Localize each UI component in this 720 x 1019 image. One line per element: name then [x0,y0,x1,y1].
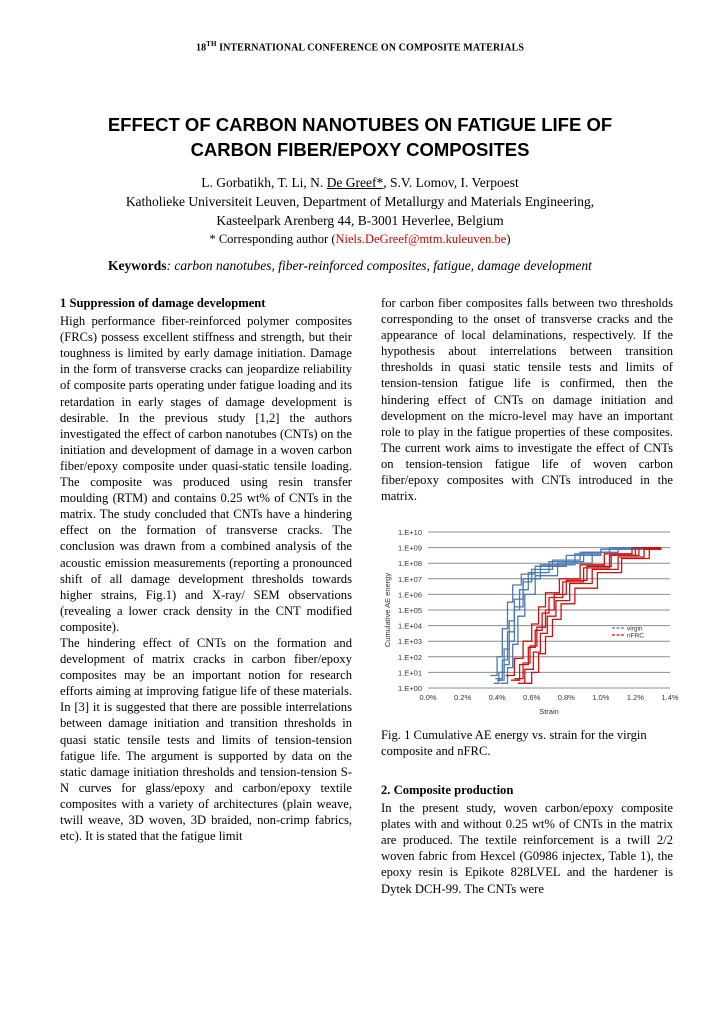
series-line-virgin [497,548,661,681]
title-line-2: CARBON FIBER/EPOXY COMPOSITES [190,139,530,160]
x-tick-label: 1.4% [661,693,679,702]
author-names: L. Gorbatikh, T. Li, N. De Greef*, S.V. Lomov, I. Verpoest [201,175,519,190]
x-tick-label: 0.8% [557,693,575,702]
author-email-link[interactable]: Niels.DeGreef@mtm.kuleuven.be [335,232,507,246]
legend-label-nFRC: nFRC [627,632,644,640]
y-tick-label: 1.E+04 [398,621,422,631]
x-tick-label: 0.2% [454,693,472,702]
affiliation-line-1: Katholieke Universiteit Leuven, Department of Metallurgy and Materials Engineering, [125,194,595,209]
x-tick-label: 1.0% [592,693,610,702]
section-1-heading: 1 Suppression of damage development [60,296,266,310]
author-block [40,173,680,249]
y-tick-label: 1.E+07 [398,574,422,584]
x-axis-label: Strain [539,707,559,716]
keywords [108,258,688,274]
y-tick-label: 1.E+08 [398,559,422,569]
section-1-paragraph-3: for carbon fiber composites falls between two thresholds corresponding to the onset of transverse cracks and the appearance of local delaminations, respectively. If the hypothesis about interrelations between transition thresholds in quasi static tensile tests and limits of tension-tension fatigue life is confirmed, then the hindering effect of CNTs on damage initiation and development on the micro-level may have an important role to play in the fatigue properties of these composites. The current work aims to investigate the effect of CNTs on tension-tension fatigue life of woven carbon fiber/epoxy composites with CNTs introduced in the matrix. [381,296,673,504]
section-1-paragraph-2: The hindering effect of CNTs on the formation and development of matrix cracks in carbon fiber/epoxy composites may be an important notion for research efforts aiming at improving fatigue life of these materials. In [3] it is suggested that there are possible interrelations between damage initiation and transition thresholds in quasi static tensile tests and limits of tension-tension fatigue life. The argument is supported by data on the static damage initiation thresholds and tension-tension S-N curves for glass/epoxy and carbon/epoxy textile composites with a variety of architectures (plain weave, twill weave, 3D woven, 3D braided, non-crimp fabrics, etc). It is stated that the fatigue limit [60,635,352,844]
y-tick-label: 1.E+09 [398,543,422,553]
legend-label-virgin: virgin [627,625,643,633]
ae-energy-chart [380,524,680,724]
keywords-label: Keywords [108,258,167,273]
x-tick-label: 0.6% [523,693,541,702]
x-tick-label: 0.4% [488,693,506,702]
y-tick-label: 1.E+06 [398,590,422,600]
section-2-heading: 2. Composite production [381,783,514,797]
keywords-text: : carbon nanotubes, fiber-reinforced composites, fatigue, damage development [166,258,592,273]
y-axis-label: Cumulative AE energy [383,572,392,648]
right-column-bottom [381,782,673,897]
y-tick-label: 1.E+10 [398,528,422,537]
corresponding-author: * Corresponding author (Niels.DeGreef@mtm.kuleuven.be) [209,232,511,246]
section-2-paragraph-1: In the present study, woven carbon/epoxy composite plates with and without 0.25 wt% of CNTs in the matrix are produced. The textile reinforcement is a twill 2/2 woven fabric from Hexcel (G0986 injectex, Table 1), the epoxy resin is Epikote 828LVEL and the hardener is Dytek DCH-99. The CNTs were [381,801,673,896]
y-tick-label: 1.E+05 [398,606,422,615]
y-tick-label: 1.E+01 [398,668,422,678]
left-column [60,295,352,844]
x-tick-label: 0.0% [419,693,437,702]
paper-title [60,112,660,162]
figure-1-caption: Fig. 1 Cumulative AE energy vs. strain for the virgin composite and nFRC. [381,728,647,758]
right-column-top [381,295,673,504]
y-tick-label: 1.E+03 [398,637,422,647]
x-tick-label: 1.2% [626,693,644,702]
section-1-paragraph-1: High performance fiber-reinforced polymer composites (FRCs) possess excellent stiffness and strength, but their toughness is limited by early damage initiation. Damage in the form of transverse cracks can jeopardize reliability of composite parts operating under fatigue loading and its retardation in early stages of damage development is desirable. In the previous study [1,2] the authors investigated the effect of carbon nanotubes (CNTs) on the initiation and development of damage in a woven carbon fiber/epoxy composite under quasi-static tensile loading. The composite was produced using resin transfer moulding (RTM) and contains 0.25 wt% of CNTs in the matrix. The study concluded that CNTs have a hindering effect on the formation of transverse cracks. The conclusion was drawn from a combined analysis of the acoustic emission measurements (reporting a pronounced shift of all damage development thresholds towards higher strains, Fig.1) and X-ray/ SEM observations (revealing a lower crack density in the CNT modified composite). [60,314,352,634]
affiliation-line-2: Kasteelpark Arenberg 44, B-3001 Heverlee, Belgium [216,213,504,228]
running-header: 18TH INTERNATIONAL CONFERENCE ON COMPOSITE MATERIALS [195,40,525,54]
figure-1 [380,524,680,724]
y-tick-label: 1.E+02 [398,652,422,662]
title-line-1: EFFECT OF CARBON NANOTUBES ON FATIGUE LIFE OF [107,114,613,135]
y-tick-label: 1.E+00 [398,684,422,693]
